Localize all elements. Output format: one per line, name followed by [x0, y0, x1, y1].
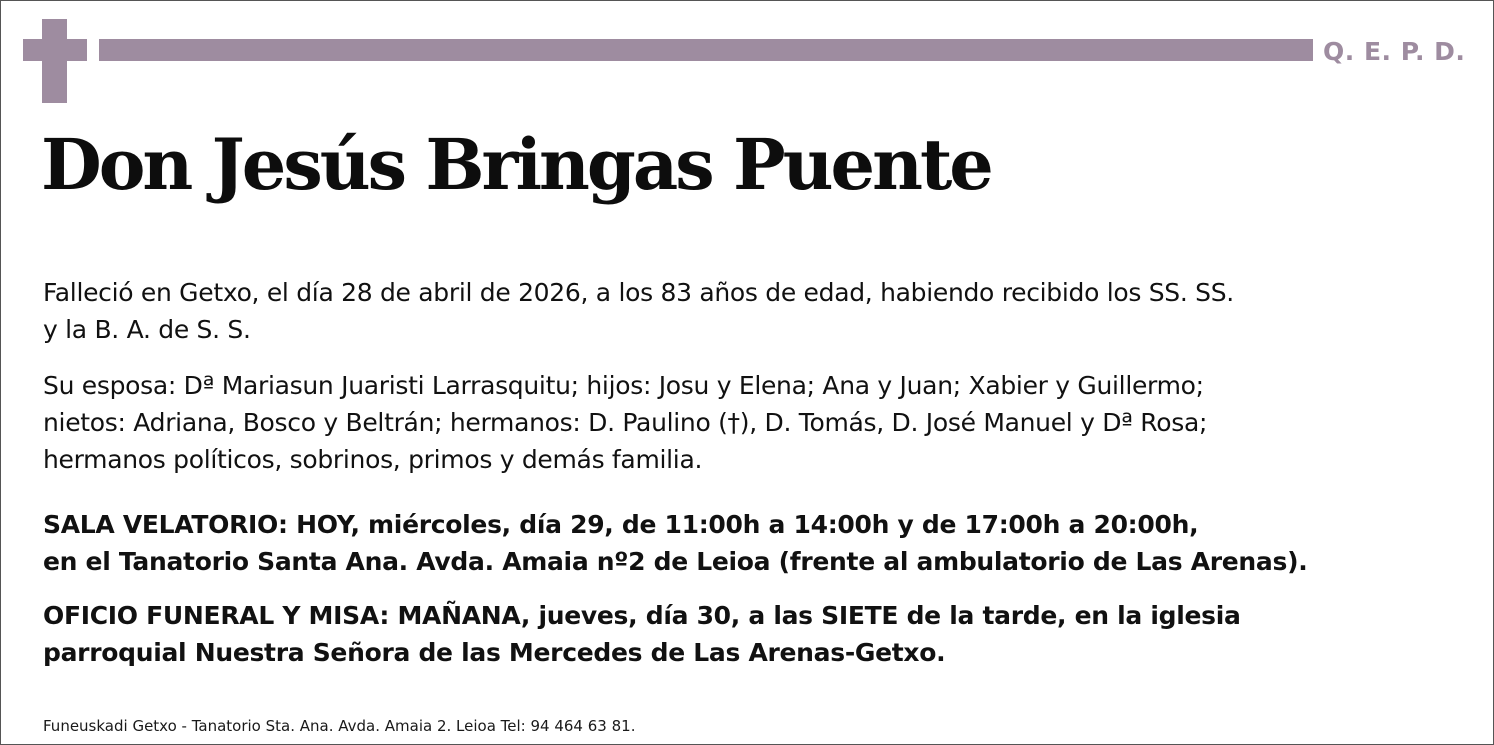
- header-rule: [99, 39, 1313, 61]
- cross-horizontal-bar: [23, 39, 87, 61]
- death-notice-paragraph: [43, 274, 1463, 348]
- family-line: Su esposa: Dª Mariasun Juaristi Larrasquitu; hijos: Josu y Elena; Ana y Juan; Xabier y Guillermo;: [43, 371, 1204, 400]
- cross-vertical-bar: [42, 19, 67, 103]
- wake-line: en el Tanatorio Santa Ana. Avda. Amaia nº2 de Leioa (frente al ambulatorio de Las Arenas).: [43, 547, 1308, 576]
- family-line: hermanos políticos, sobrinos, primos y demás familia.: [43, 445, 703, 474]
- funeral-home-footer: Funeuskadi Getxo - Tanatorio Sta. Ana. Avda. Amaia 2. Leioa Tel: 94 464 63 81.: [43, 717, 636, 735]
- death-notice-line: Falleció en Getxo, el día 28 de abril de 2026, a los 83 años de edad, habiendo recibido los SS. SS.: [43, 278, 1234, 307]
- family-line: nietos: Adriana, Bosco y Beltrán; hermanos: D. Paulino (†), D. Tomás, D. José Manuel y Dª Rosa;: [43, 408, 1208, 437]
- death-notice-line: y la B. A. de S. S.: [43, 315, 251, 344]
- wake-paragraph: [43, 506, 1463, 580]
- funeral-paragraph: [43, 597, 1463, 671]
- funeral-line: OFICIO FUNERAL Y MISA: MAÑANA, jueves, día 30, a las SIETE de la tarde, en la iglesia: [43, 601, 1241, 630]
- wake-line: SALA VELATORIO: HOY, miércoles, día 29, de 11:00h a 14:00h y de 17:00h a 20:00h,: [43, 510, 1199, 539]
- funeral-line: parroquial Nuestra Señora de las Mercedes de Las Arenas-Getxo.: [43, 638, 946, 667]
- family-paragraph: [43, 367, 1463, 478]
- qepd-label: Q. E. P. D.: [1323, 37, 1466, 66]
- deceased-name: Don Jesús Bringas Puente: [41, 123, 991, 206]
